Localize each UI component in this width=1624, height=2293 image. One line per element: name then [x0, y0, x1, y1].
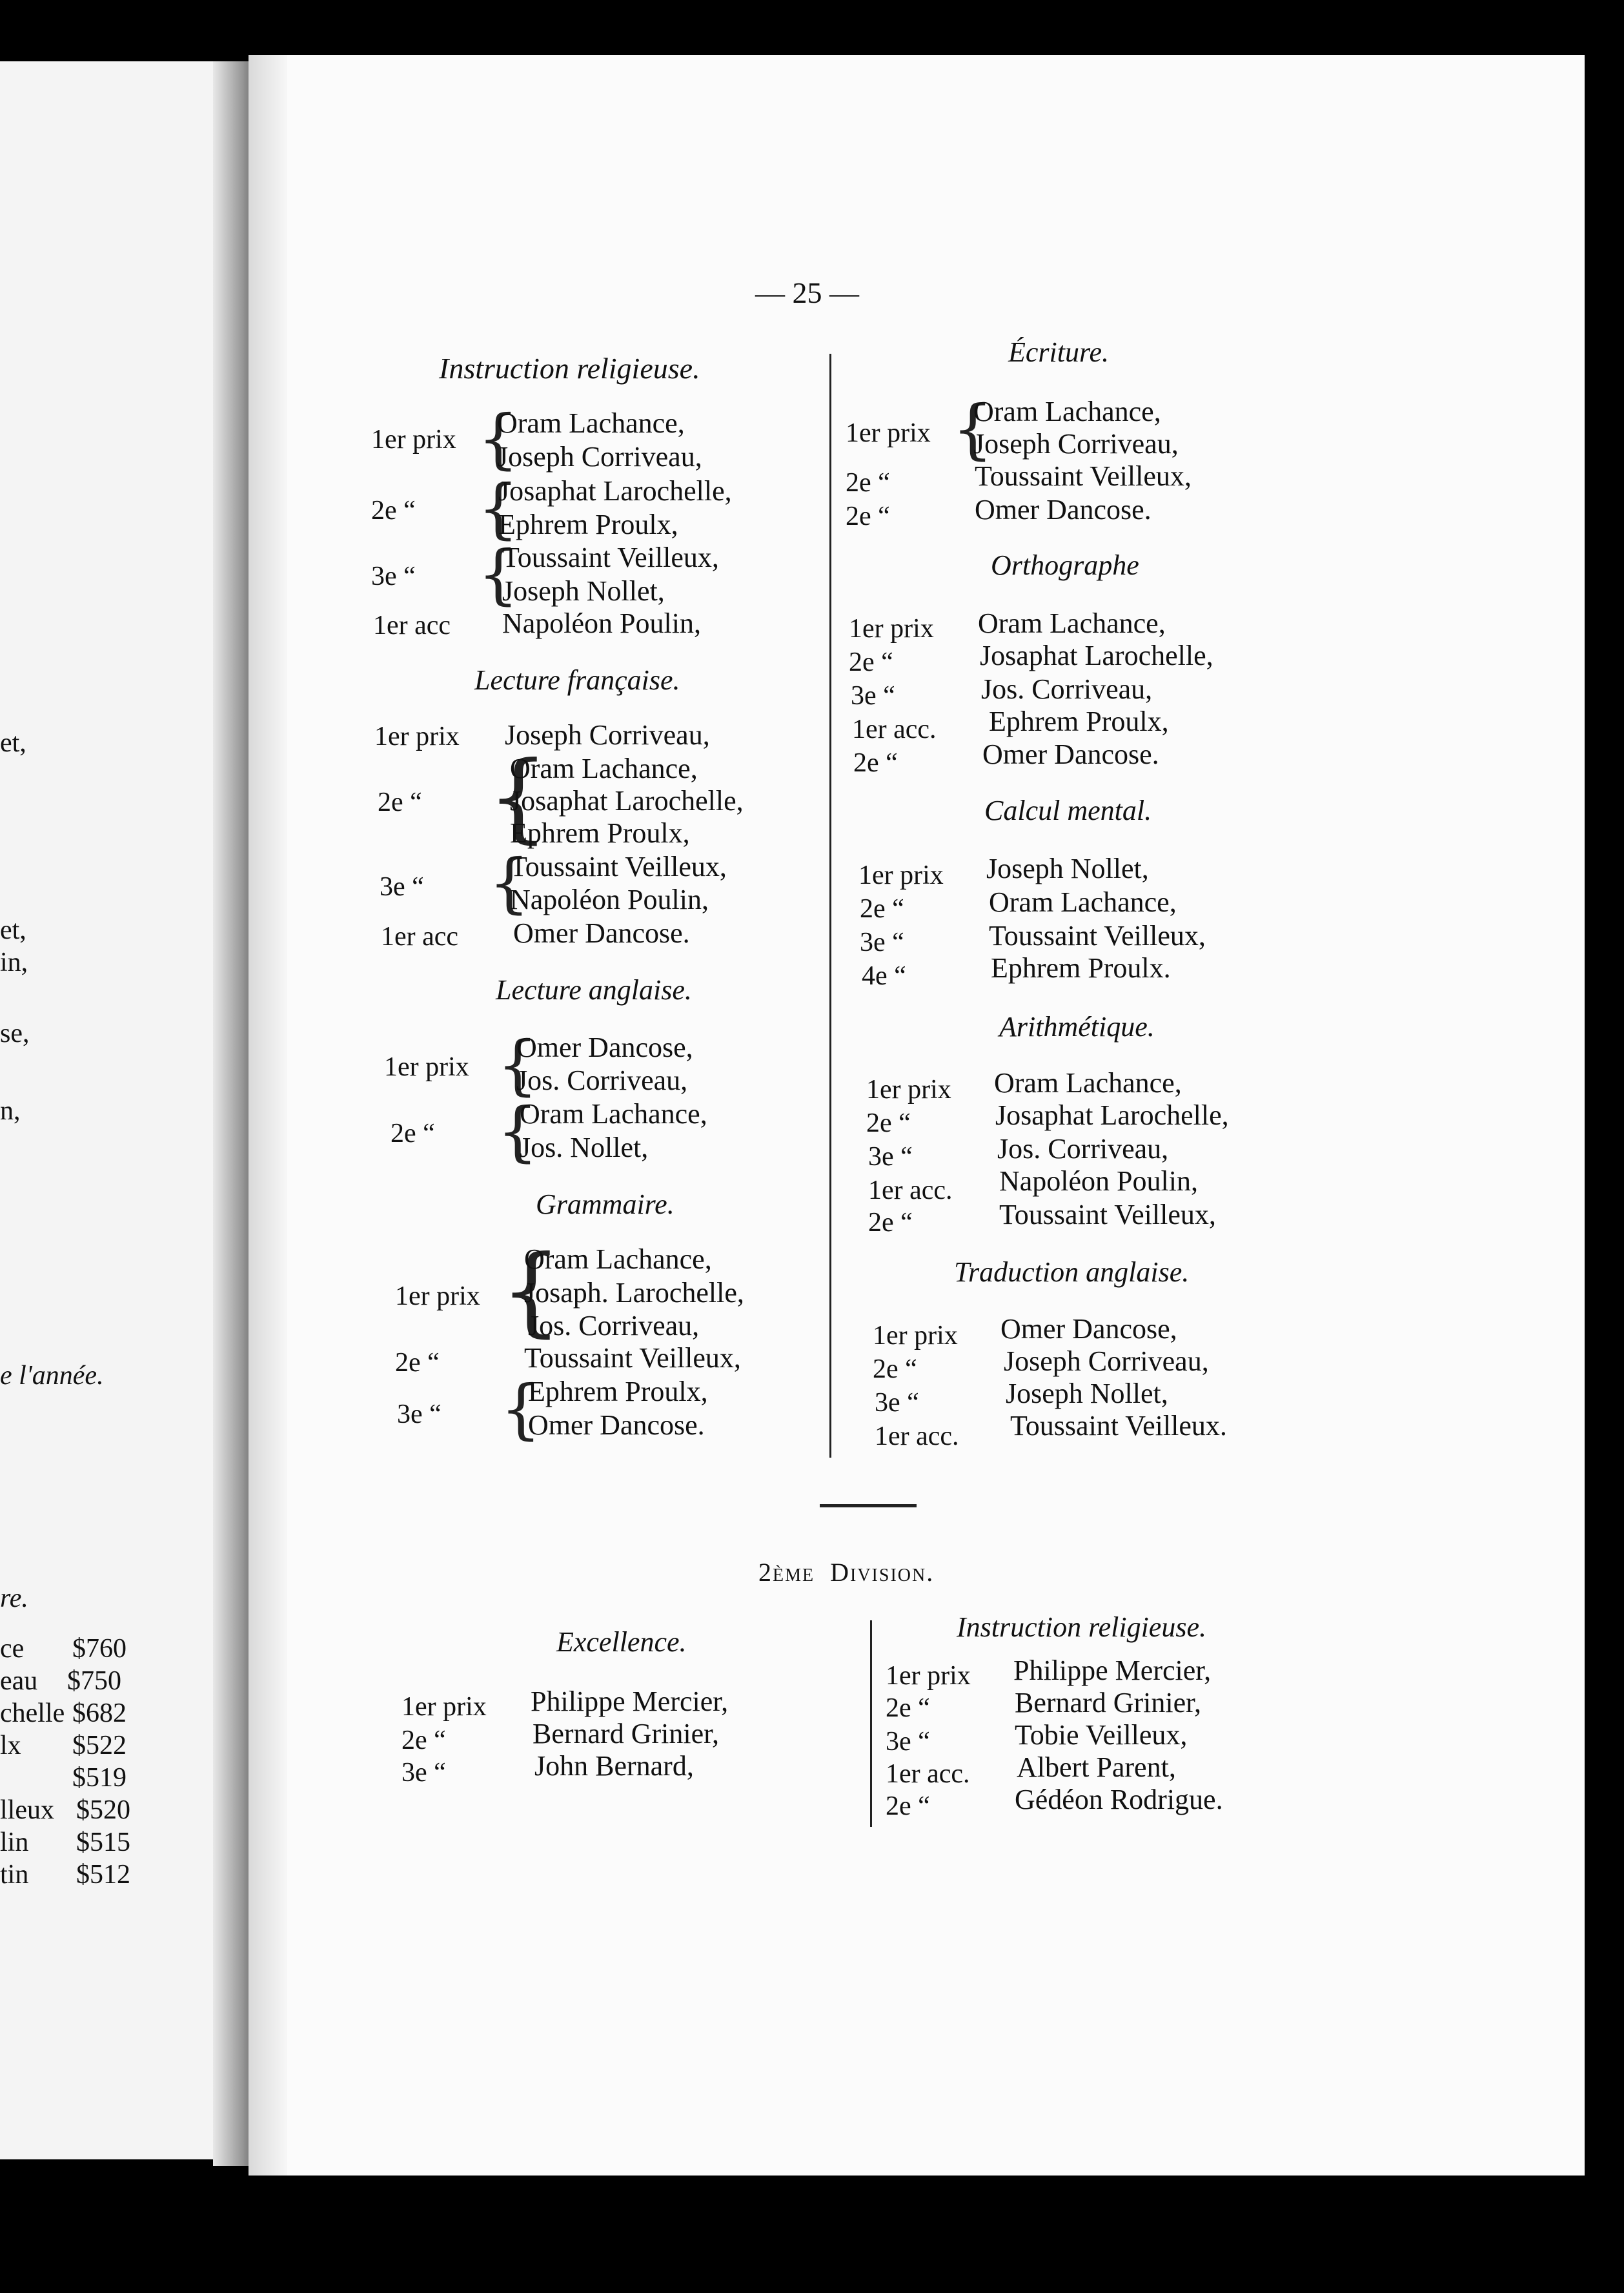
winner-name: Toussaint Veilleux, — [975, 460, 1192, 492]
rank-label: 2e “ — [846, 502, 890, 531]
winner-name: Bernard Grinier, — [1015, 1687, 1202, 1718]
column-divider — [870, 1620, 872, 1827]
winner-name: Omer Dancose, — [1000, 1313, 1177, 1345]
left-row-name: eau — [0, 1666, 38, 1696]
left-row-amount: $512 — [76, 1860, 130, 1890]
division-number: 2ème — [758, 1558, 815, 1587]
winner-name: Napoléon Poulin, — [510, 884, 709, 915]
section-title-grammaire: Grammaire. — [536, 1188, 675, 1220]
rank-label: 3e “ — [371, 562, 416, 591]
left-row-name: chelle — [0, 1698, 65, 1728]
brace: { — [478, 401, 519, 476]
brace: { — [487, 741, 549, 853]
left-row-name: lleux — [0, 1795, 54, 1825]
winner-name: Joseph Corriveau, — [973, 428, 1179, 460]
winner-name: Bernard Grinier, — [533, 1718, 720, 1749]
left-heading-fragment: re. — [0, 1584, 28, 1613]
left-row-amount: $519 — [72, 1763, 127, 1793]
division-heading — [758, 1557, 934, 1587]
rank-label: 1er prix — [401, 1692, 487, 1722]
winner-name: Ephrem Proulx, — [498, 509, 678, 540]
rank-label: 1er acc. — [852, 715, 937, 744]
left-text-fragment: in, — [0, 948, 28, 977]
winner-name: Albert Parent, — [1017, 1751, 1176, 1783]
left-text-fragment: et, — [0, 915, 26, 945]
winner-name: Philippe Mercier, — [1013, 1655, 1212, 1686]
brace: { — [497, 1027, 538, 1103]
rank-label: 1er prix — [858, 861, 944, 890]
section-title-arithmetique: Arithmétique. — [999, 1011, 1155, 1043]
column-divider — [829, 354, 831, 1458]
winner-name: Joseph Corriveau, — [1004, 1345, 1209, 1377]
left-text-fragment: e l'année. — [0, 1361, 104, 1391]
previous-page — [0, 61, 226, 2159]
winner-name: Joseph Nollet, — [1006, 1378, 1168, 1409]
left-row-amount: $522 — [72, 1731, 127, 1760]
rank-label: 2e “ — [849, 647, 893, 677]
rank-label: 1er prix — [886, 1661, 971, 1691]
winner-name: Toussaint Veilleux, — [524, 1342, 741, 1374]
left-row-name: ce — [0, 1634, 25, 1664]
section-title-excellence: Excellence. — [556, 1626, 687, 1658]
rank-label: 1er acc. — [886, 1759, 970, 1789]
winner-name: Toussaint Veilleux, — [510, 851, 727, 882]
winner-name: Joseph Corriveau, — [505, 719, 710, 751]
winner-name: Omer Dancose. — [513, 917, 690, 949]
winner-name: Omer Dancose. — [982, 739, 1159, 770]
division-word: Division. — [830, 1558, 935, 1587]
winner-name: Jos. Corriveau, — [997, 1133, 1169, 1165]
rank-label: 1er prix — [846, 418, 931, 448]
rank-label: 2e “ — [401, 1726, 446, 1755]
winner-name: Jos. Corriveau, — [981, 673, 1153, 705]
winner-name: Josaphat Larochelle, — [510, 785, 744, 817]
winner-name: Oram Lachance, — [520, 1098, 707, 1130]
left-text-fragment: et, — [0, 728, 26, 758]
rank-label: 2e “ — [868, 1208, 913, 1238]
rank-label: 4e “ — [862, 961, 906, 991]
brace: { — [497, 1094, 538, 1169]
winner-name: Jos. Corriveau, — [516, 1065, 688, 1096]
winner-name: Oram Lachance, — [510, 753, 698, 784]
rank-label: 1er prix — [384, 1052, 469, 1082]
rank-label: 2e “ — [886, 1791, 930, 1821]
rank-label: 1er prix — [866, 1075, 951, 1105]
rank-label: 2e “ — [860, 894, 904, 924]
section-title-instruction-div2: Instruction religieuse. — [957, 1611, 1206, 1643]
winner-name: Joseph Nollet, — [502, 575, 665, 607]
rank-label: 1er acc — [381, 922, 459, 952]
section-divider-rule — [820, 1504, 917, 1507]
rank-label: 2e “ — [846, 468, 890, 498]
winner-name: Omer Dancose, — [516, 1032, 693, 1063]
winner-name: Napoléon Poulin, — [999, 1165, 1198, 1197]
rank-label: 1er prix — [395, 1281, 480, 1311]
rank-label: 1er prix — [374, 722, 460, 751]
rank-label: 3e “ — [380, 872, 424, 902]
brace: { — [489, 845, 530, 921]
page-number: — 25 — — [755, 276, 859, 309]
rank-label: 3e “ — [875, 1388, 919, 1418]
rank-label: 1er prix — [849, 614, 934, 644]
brace: { — [500, 1371, 542, 1447]
left-row-name: lx — [0, 1731, 21, 1760]
winner-name: Oram Lachance, — [497, 407, 685, 439]
winner-name: Gédéon Rodrigue. — [1015, 1784, 1223, 1815]
left-row-name: tin — [0, 1860, 29, 1890]
winner-name: Omer Dancose. — [528, 1409, 705, 1441]
rank-label: 2e “ — [886, 1693, 930, 1723]
rank-label: 3e “ — [851, 681, 895, 711]
winner-name: John Bernard, — [534, 1750, 694, 1782]
rank-label: 3e “ — [860, 928, 904, 957]
left-row-name: lin — [0, 1828, 29, 1857]
page-gutter — [249, 55, 287, 2176]
winner-name: Oram Lachance, — [973, 396, 1161, 427]
winner-name: Toussaint Veilleux. — [1010, 1410, 1227, 1442]
section-title-ecriture: Écriture. — [1008, 336, 1109, 368]
left-row-amount: $750 — [67, 1666, 121, 1696]
winner-name: Philippe Mercier, — [531, 1686, 729, 1717]
winner-name: Josaphat Larochelle, — [980, 640, 1213, 671]
section-title-instruction: Instruction religieuse. — [439, 352, 700, 385]
winner-name: Oram Lachance, — [978, 607, 1166, 639]
brace: { — [500, 1235, 562, 1347]
winner-name: Ephrem Proulx, — [989, 706, 1169, 737]
rank-label: 2e “ — [395, 1348, 440, 1378]
left-row-amount: $682 — [72, 1698, 127, 1728]
section-title-calcul-mental: Calcul mental. — [984, 795, 1152, 826]
rank-label: 2e “ — [853, 748, 898, 778]
left-row-amount: $760 — [72, 1634, 127, 1664]
winner-name: Toussaint Veilleux, — [989, 920, 1206, 952]
rank-label: 2e “ — [873, 1354, 917, 1384]
winner-name: Toussaint Veilleux, — [999, 1199, 1216, 1230]
winner-name: Josaphat Larochelle, — [498, 475, 732, 507]
rank-label: 3e “ — [868, 1142, 913, 1172]
rank-label: 2e “ — [866, 1108, 911, 1138]
winner-name: Ephrem Proulx, — [510, 817, 690, 849]
winner-name: Josaphat Larochelle, — [995, 1099, 1229, 1131]
winner-name: Joseph Nollet, — [986, 853, 1149, 884]
section-title-traduction-anglaise: Traduction anglaise. — [954, 1256, 1190, 1288]
winner-name: Toussaint Veilleux, — [502, 542, 719, 573]
rank-label: 2e “ — [371, 496, 416, 525]
winner-name: Jos. Nollet, — [520, 1132, 649, 1163]
section-title-lecture-francaise: Lecture française. — [474, 664, 680, 696]
winner-name: Ephrem Proulx, — [528, 1376, 708, 1407]
brace: { — [952, 391, 993, 467]
left-row-amount: $515 — [76, 1828, 130, 1857]
left-row-amount: $520 — [76, 1795, 130, 1825]
winner-name: Oram Lachance, — [524, 1243, 712, 1275]
rank-label: 3e “ — [401, 1758, 446, 1788]
winner-name: Oram Lachance, — [989, 886, 1177, 918]
section-title-orthographe: Orthographe — [991, 549, 1139, 581]
section-title-lecture-anglaise: Lecture anglaise. — [496, 974, 692, 1006]
rank-label: 1er acc. — [868, 1176, 953, 1205]
brace: { — [478, 536, 519, 612]
rank-label: 3e “ — [886, 1727, 930, 1757]
rank-label: 2e “ — [378, 788, 422, 817]
winner-name: Jos. Corriveau, — [528, 1310, 700, 1341]
rank-label: 1er prix — [371, 425, 456, 454]
winner-name: Joseph Corriveau, — [497, 441, 702, 473]
brace: { — [478, 471, 519, 546]
rank-label: 2e “ — [391, 1119, 435, 1148]
rank-label: 1er acc. — [875, 1422, 959, 1451]
winner-name: Tobie Veilleux, — [1015, 1719, 1188, 1751]
rank-label: 3e “ — [397, 1400, 442, 1429]
left-text-fragment: n, — [0, 1096, 21, 1126]
rank-label: 1er acc — [373, 611, 451, 640]
winner-name: Ephrem Proulx. — [991, 952, 1171, 984]
rank-label: 1er prix — [873, 1321, 958, 1350]
left-text-fragment: se, — [0, 1019, 30, 1048]
winner-name: Oram Lachance, — [994, 1067, 1182, 1099]
winner-name: Omer Dancose. — [975, 494, 1152, 525]
winner-name: Josaph. Larochelle, — [524, 1277, 744, 1309]
winner-name: Napoléon Poulin, — [502, 607, 701, 639]
